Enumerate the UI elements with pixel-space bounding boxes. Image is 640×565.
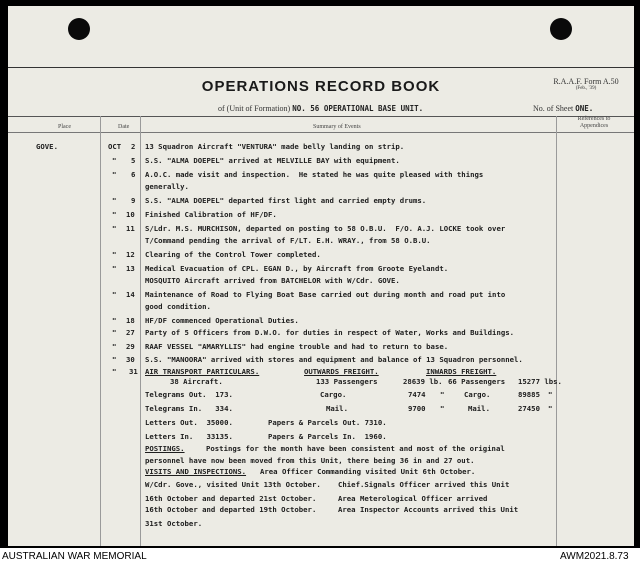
outwards-weight: 28639 lb. [403, 377, 443, 386]
row-day: 18 [126, 316, 135, 325]
letters-out: Letters Out. 35000. [145, 418, 233, 427]
visit-line: Area Meterological Officer arrived [338, 494, 488, 503]
row-day: 10 [126, 210, 135, 219]
visit-line: 16th October and departed 21st October. [145, 494, 317, 503]
col-summary: Summary of Events [313, 124, 361, 130]
page-title: OPERATIONS RECORD BOOK [201, 78, 441, 95]
entry-text: Medical Evacuation of CPL. EGAN D., by Aircraft from Groote Eyelandt. [145, 264, 449, 273]
column-divider [100, 116, 101, 546]
form-reference [546, 77, 626, 91]
air-transport-heading: AIR TRANSPORT PARTICULARS. [145, 367, 260, 376]
row-day: 12 [126, 250, 135, 259]
entry-text: MOSQUITO Aircraft arrived from BATCHELOR with W/Cdr. GOVE. [145, 276, 400, 285]
sheet-label: No. of Sheet [533, 104, 574, 113]
visit-line: Area Inspector Accounts arrived this Unit [338, 505, 519, 514]
outwards-cargo-label: Cargo. [320, 390, 347, 399]
ditto-mark: " [112, 355, 117, 364]
inwards-cargo-label: Cargo. [464, 390, 491, 399]
ditto-mark: " [112, 250, 117, 259]
telegrams-out: Telegrams Out. 173. [145, 390, 233, 399]
archive-reference: AWM2021.8.73 [560, 551, 629, 562]
row-day: 6 [131, 170, 136, 179]
unit-name: NO. 56 OPERATIONAL BASE UNIT. [292, 104, 424, 113]
entry-text: RAAF VESSEL "AMARYLLIS" had engine trouble and had to return to base. [145, 342, 449, 351]
entry-text: T/Command pending the arrival of F/LT. E.H. WRAY., from 58 O.B.U. [145, 236, 431, 245]
telegrams-in: Telegrams In. 334. [145, 404, 233, 413]
header-rule [8, 116, 634, 117]
place-name: GOVE. [36, 142, 58, 151]
visit-line: 31st October. [145, 519, 203, 528]
row-day: 31 [129, 367, 138, 376]
row-day: 27 [126, 328, 135, 337]
postings-heading: POSTINGS. [145, 444, 185, 453]
col-references: References to Appendices [577, 116, 611, 129]
postings-text: Postings for the month have been consistent and most of the original [206, 444, 505, 453]
entry-text: 13 Squadron Aircraft "VENTURA" made belly landing on strip. [145, 142, 405, 151]
outwards-cargo: 7474 [408, 390, 426, 399]
ditto-mark: " [440, 390, 445, 399]
col-date: Date [118, 124, 130, 130]
top-border [8, 67, 634, 68]
aircraft-count: 38 Aircraft. [170, 377, 223, 386]
row-day: 29 [126, 342, 135, 351]
punch-hole [550, 18, 572, 40]
sheet-number: ONE. [575, 104, 594, 113]
entry-text: good condition. [145, 302, 211, 311]
entry-text: Maintenance of Road to Flying Boat Base carried out during month and road put into [145, 290, 506, 299]
column-divider [140, 116, 141, 546]
row-day: 5 [131, 156, 136, 165]
inwards-mail-label: Mail. [468, 404, 490, 413]
row-day: 2 [131, 142, 136, 151]
inwards-freight-heading: INWARDS FREIGHT. [426, 367, 497, 376]
ditto-mark: " [112, 316, 117, 325]
parcels-out: Papers & Parcels Out. 7310. [268, 418, 387, 427]
ditto-mark: " [548, 404, 553, 413]
row-day: 13 [126, 264, 135, 273]
outwards-passengers: 133 Passengers [316, 377, 378, 386]
inwards-cargo: 89885 [518, 390, 540, 399]
punch-hole [68, 18, 90, 40]
parcels-in: Papers & Parcels In. 1960. [268, 432, 387, 441]
col-place: Place [58, 124, 71, 130]
month-label: OCT [108, 142, 122, 151]
entry-text: A.O.C. made visit and inspection. He stated he was quite pleased with things [145, 170, 484, 179]
ditto-mark: " [112, 224, 117, 233]
column-divider [556, 116, 557, 546]
ditto-mark: " [112, 290, 117, 299]
outwards-mail-label: Mail. [326, 404, 348, 413]
ditto-mark: " [112, 367, 117, 376]
unit-label: of (Unit of Formation) [218, 104, 291, 113]
entry-text: S.S. "MANOORA" arrived with stores and equipment and balance of 13 Squadron personnel. [145, 355, 523, 364]
visit-line: Area Officer Commanding visited Unit 6th October. [260, 467, 476, 476]
ditto-mark: " [112, 210, 117, 219]
ditto-mark: " [112, 328, 117, 337]
entry-text: generally. [145, 182, 189, 191]
visit-line: 16th October and departed 19th October. [145, 505, 317, 514]
ditto-mark: " [112, 264, 117, 273]
column-header-rule [8, 132, 634, 133]
entry-text: S/Ldr. M.S. MURCHISON, departed on posting to 58 O.B.U. F/O. A.J. LOCKE took over [145, 224, 506, 233]
outwards-mail: 9700 [408, 404, 426, 413]
form-number: R.A.A.F. Form A.50 [553, 77, 619, 86]
archive-credit: AUSTRALIAN WAR MEMORIAL [2, 551, 147, 562]
visit-line: W/Cdr. Gove., visited Unit 13th October. [145, 480, 321, 489]
row-day: 30 [126, 355, 135, 364]
inwards-weight: 15277 lbs. [518, 377, 562, 386]
visit-line: Chief.Signals Officer arrived this Unit [338, 480, 510, 489]
visits-heading: VISITS AND INSPECTIONS. [145, 467, 247, 476]
outwards-freight-heading: OUTWARDS FREIGHT. [304, 367, 379, 376]
inwards-mail: 27450 [518, 404, 540, 413]
row-day: 11 [126, 224, 135, 233]
record-sheet [8, 6, 634, 546]
ditto-mark: " [112, 170, 117, 179]
row-day: 9 [131, 196, 136, 205]
ditto-mark: " [112, 156, 117, 165]
postings-text: personnel have now been moved from this Unit, there being 36 in and 27 out. [145, 456, 475, 465]
inwards-passengers: 66 Passengers [448, 377, 506, 386]
ditto-mark: " [112, 342, 117, 351]
entry-text: S.S. "ALMA DOEPEL" arrived at MELVILLE BAY with equipment. [145, 156, 400, 165]
entry-text: S.S. "ALMA DOEPEL" departed first light and carried empty drums. [145, 196, 427, 205]
letters-in: Letters In. 33135. [145, 432, 233, 441]
ditto-mark: " [440, 404, 445, 413]
form-date: (Feb., '39) [575, 86, 597, 91]
entry-text: HF/DF commenced Operational Duties. [145, 316, 299, 325]
entry-text: Party of 5 Officers from D.W.O. for duties in respect of Water, Works and Buildings. [145, 328, 515, 337]
unit-line [218, 104, 423, 113]
sheet-line [533, 104, 593, 113]
row-day: 14 [126, 290, 135, 299]
entry-text: Finished Calibration of HF/DF. [145, 210, 277, 219]
ditto-mark: " [112, 196, 117, 205]
ditto-mark: " [548, 390, 553, 399]
entry-text: Clearing of the Control Tower completed. [145, 250, 321, 259]
